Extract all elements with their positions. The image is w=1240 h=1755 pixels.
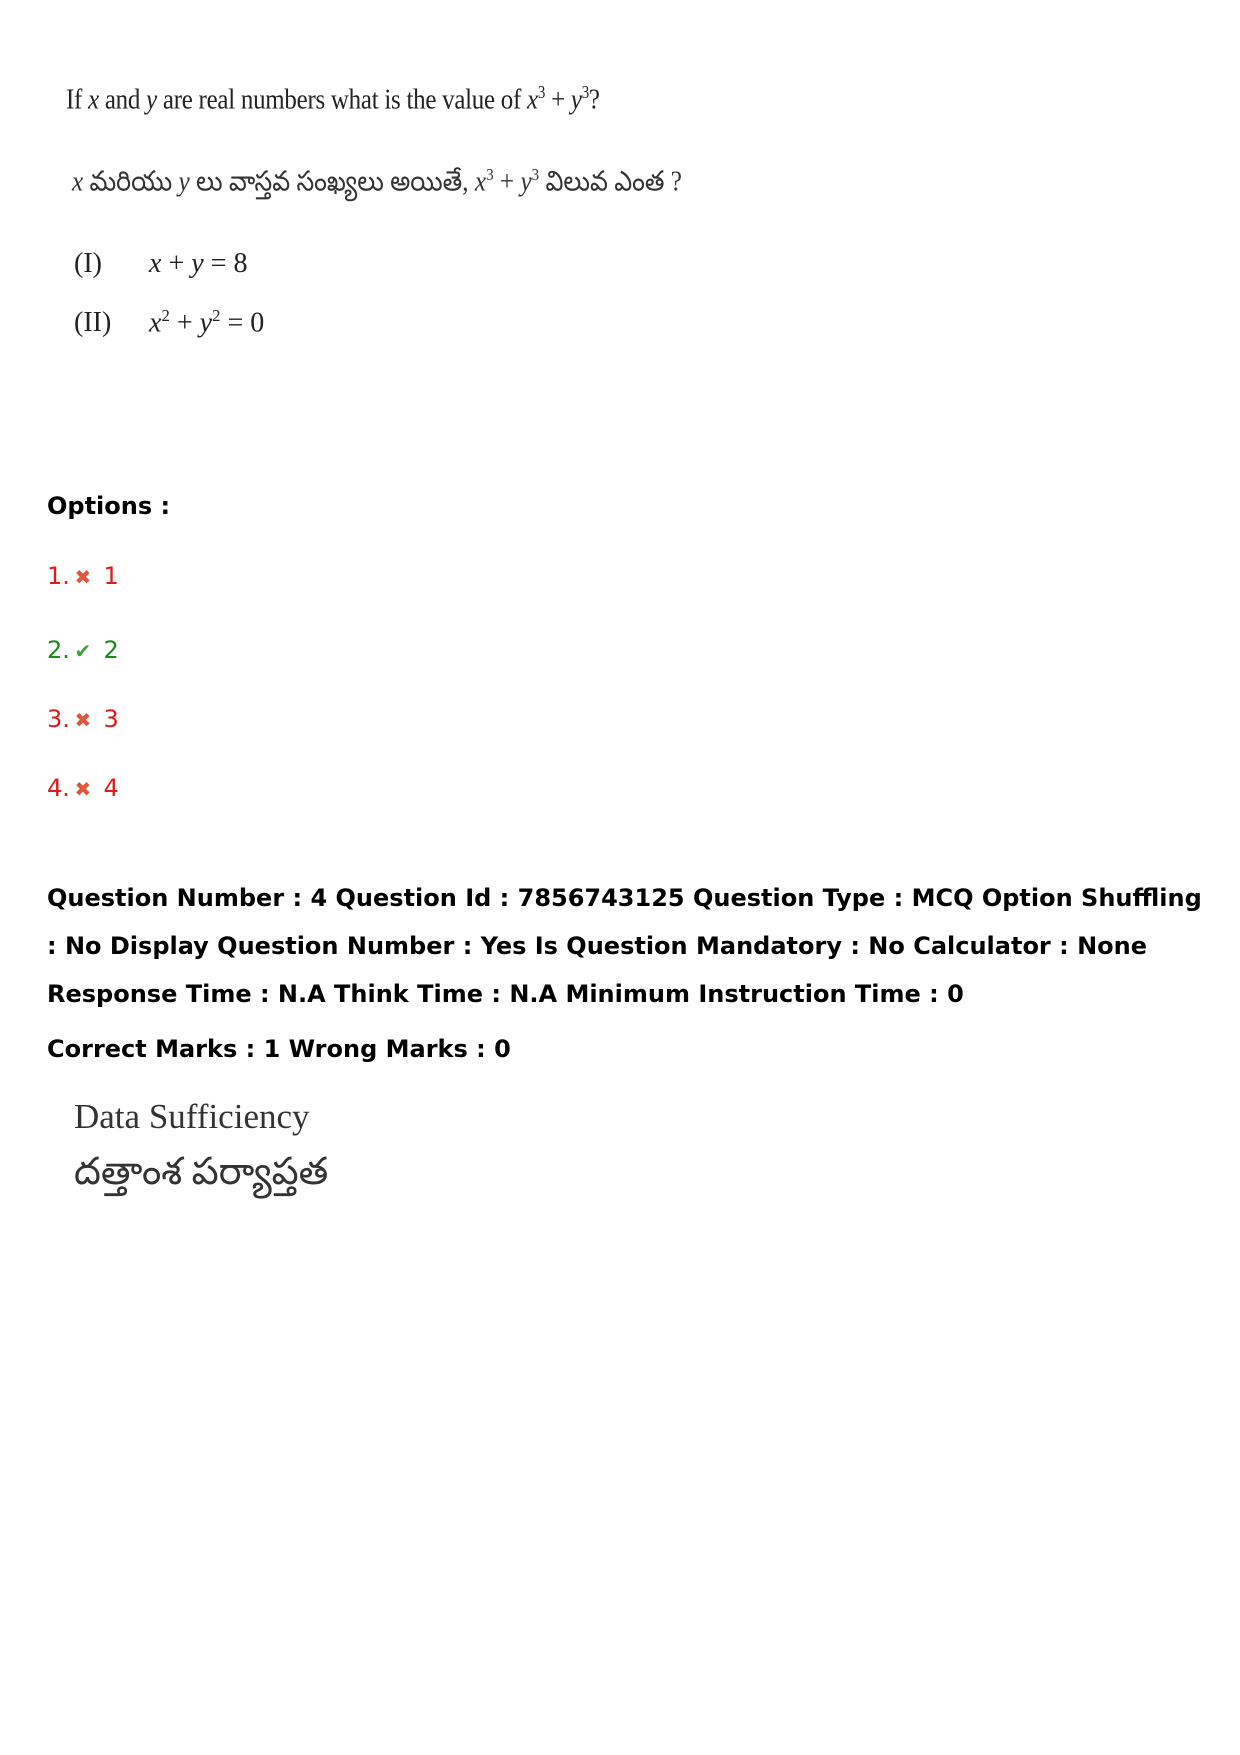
option-2: 2. ✔ 2 [47,636,119,664]
section-title-english: Data Sufficiency [74,1097,310,1136]
check-icon: ✔ [74,639,92,663]
statement-2: (II) $x^2 + y^2 = 0$ [74,306,265,339]
statement-1: (I) x + y = 8 [74,248,248,279]
option-3: 3. ✖ 3 [47,705,119,733]
option-1: 1. ✖ 1 [47,562,119,590]
marks-info: Correct Marks : 1 Wrong Marks : 0 [47,1035,511,1063]
cross-icon: ✖ [74,777,92,801]
question-metadata: Question Number : 4 Question Id : 7856743125 Question Type : MCQ Option Shuffling : No Display Question Number : Yes Is Question Mandatory : No Calculator : None Response Time : N.A Think Time : N.A Minimum Instruction Time : 0 [47,884,1202,1008]
question-text-telugu: x మరియు y లు వాస్తవ సంఖ్యలు అయితే, $x^3 + y^3$ విలువ ఎంత ? [72,165,683,198]
question-text-english: If x and y are real numbers what is the value of $x^3 + y^3$? [66,82,600,116]
cross-icon: ✖ [74,565,92,589]
option-4: 4. ✖ 4 [47,774,119,802]
cross-icon: ✖ [74,708,92,732]
options-label: Options : [47,492,171,520]
section-title-telugu: దత్తాంశ పర్యాప్తత [74,1151,329,1193]
